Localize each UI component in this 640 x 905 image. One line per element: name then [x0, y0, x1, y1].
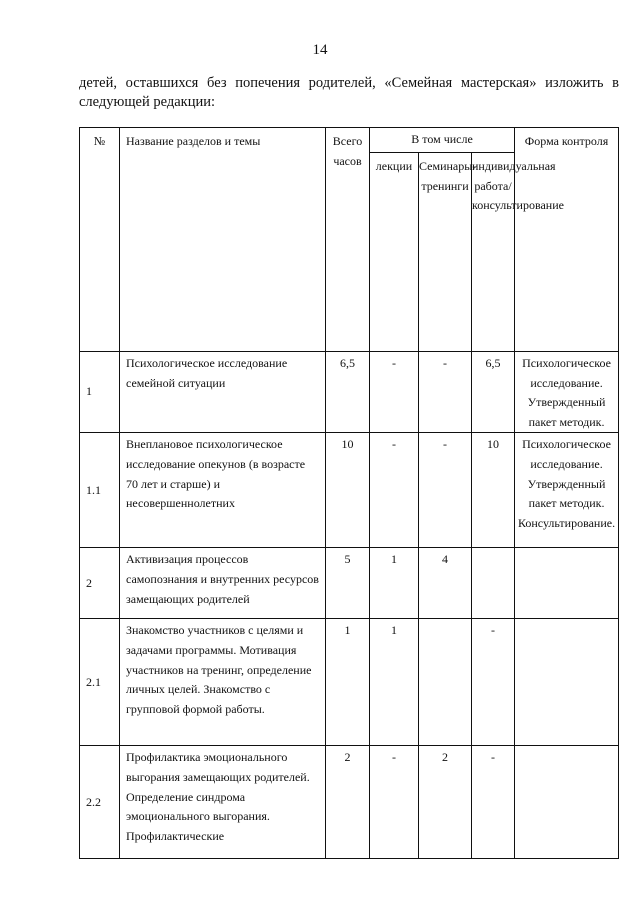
row-number: 2.2	[80, 746, 120, 859]
row-seminars	[419, 619, 472, 746]
header-including: В том числе	[370, 128, 515, 153]
row-title: Знакомство участников с целями и задачами программы. Мотивация участников на тренинг, определение личных целей. Знакомство с групповой формой работы.	[120, 619, 326, 746]
row-seminars: -	[419, 352, 472, 433]
page-number: 14	[312, 42, 328, 58]
table-row	[80, 433, 619, 548]
row-number: 1	[80, 352, 120, 433]
row-title: Активизация процессов самопознания и внутренних ресурсов замещающих родителей	[120, 548, 326, 619]
row-control-form: Психологическое исследование. Утвержденный пакет методик. Консультирование.	[515, 433, 619, 548]
row-individual: 6,5	[472, 352, 515, 433]
row-total: 5	[326, 548, 370, 619]
row-number: 2.1	[80, 619, 120, 746]
row-seminars: 2	[419, 746, 472, 859]
row-title: Психологическое исследование семейной ситуации	[120, 352, 326, 433]
row-control-form	[515, 746, 619, 859]
header-seminars: Семинары-тренинги	[419, 153, 472, 352]
intro-line-2: следующей редакции:	[79, 94, 216, 110]
header-control-form: Форма контроля	[515, 128, 619, 352]
table-row	[80, 548, 619, 619]
intro-paragraph	[79, 74, 619, 112]
row-total: 1	[326, 619, 370, 746]
row-control-form	[515, 548, 619, 619]
row-number: 1.1	[80, 433, 120, 548]
header-number: №	[80, 128, 120, 352]
row-control-form: Психологическое исследование. Утвержденный пакет методик.	[515, 352, 619, 433]
row-total: 6,5	[326, 352, 370, 433]
row-lectures: 1	[370, 619, 419, 746]
header-title: Название разделов и темы	[120, 128, 326, 352]
row-individual	[472, 548, 515, 619]
row-lectures: -	[370, 352, 419, 433]
row-title: Внеплановое психологическое исследование опекунов (в возрасте 70 лет и старше) и несовершеннолетних	[120, 433, 326, 548]
row-seminars: 4	[419, 548, 472, 619]
table-row	[80, 746, 619, 859]
row-individual: -	[472, 746, 515, 859]
intro-line-1: детей, оставшихся без попечения родителей, «Семейная мастерская» изложить в	[79, 75, 619, 91]
row-individual: 10	[472, 433, 515, 548]
row-individual: -	[472, 619, 515, 746]
header-total-hours: Всего часов	[326, 128, 370, 352]
row-total: 2	[326, 746, 370, 859]
row-title: Профилактика эмоционального выгорания замещающих родителей. Определение синдрома эмоционального выгорания. Профилактические	[120, 746, 326, 859]
row-lectures: -	[370, 433, 419, 548]
table-row	[80, 352, 619, 433]
row-lectures: 1	[370, 548, 419, 619]
row-number: 2	[80, 548, 120, 619]
table-row	[80, 619, 619, 746]
header-individual: индивидуальная работа/консультирование	[472, 153, 515, 352]
header-lectures: лекции	[370, 153, 419, 352]
row-control-form	[515, 619, 619, 746]
row-lectures: -	[370, 746, 419, 859]
row-seminars: -	[419, 433, 472, 548]
programme-table	[79, 127, 619, 859]
row-total: 10	[326, 433, 370, 548]
